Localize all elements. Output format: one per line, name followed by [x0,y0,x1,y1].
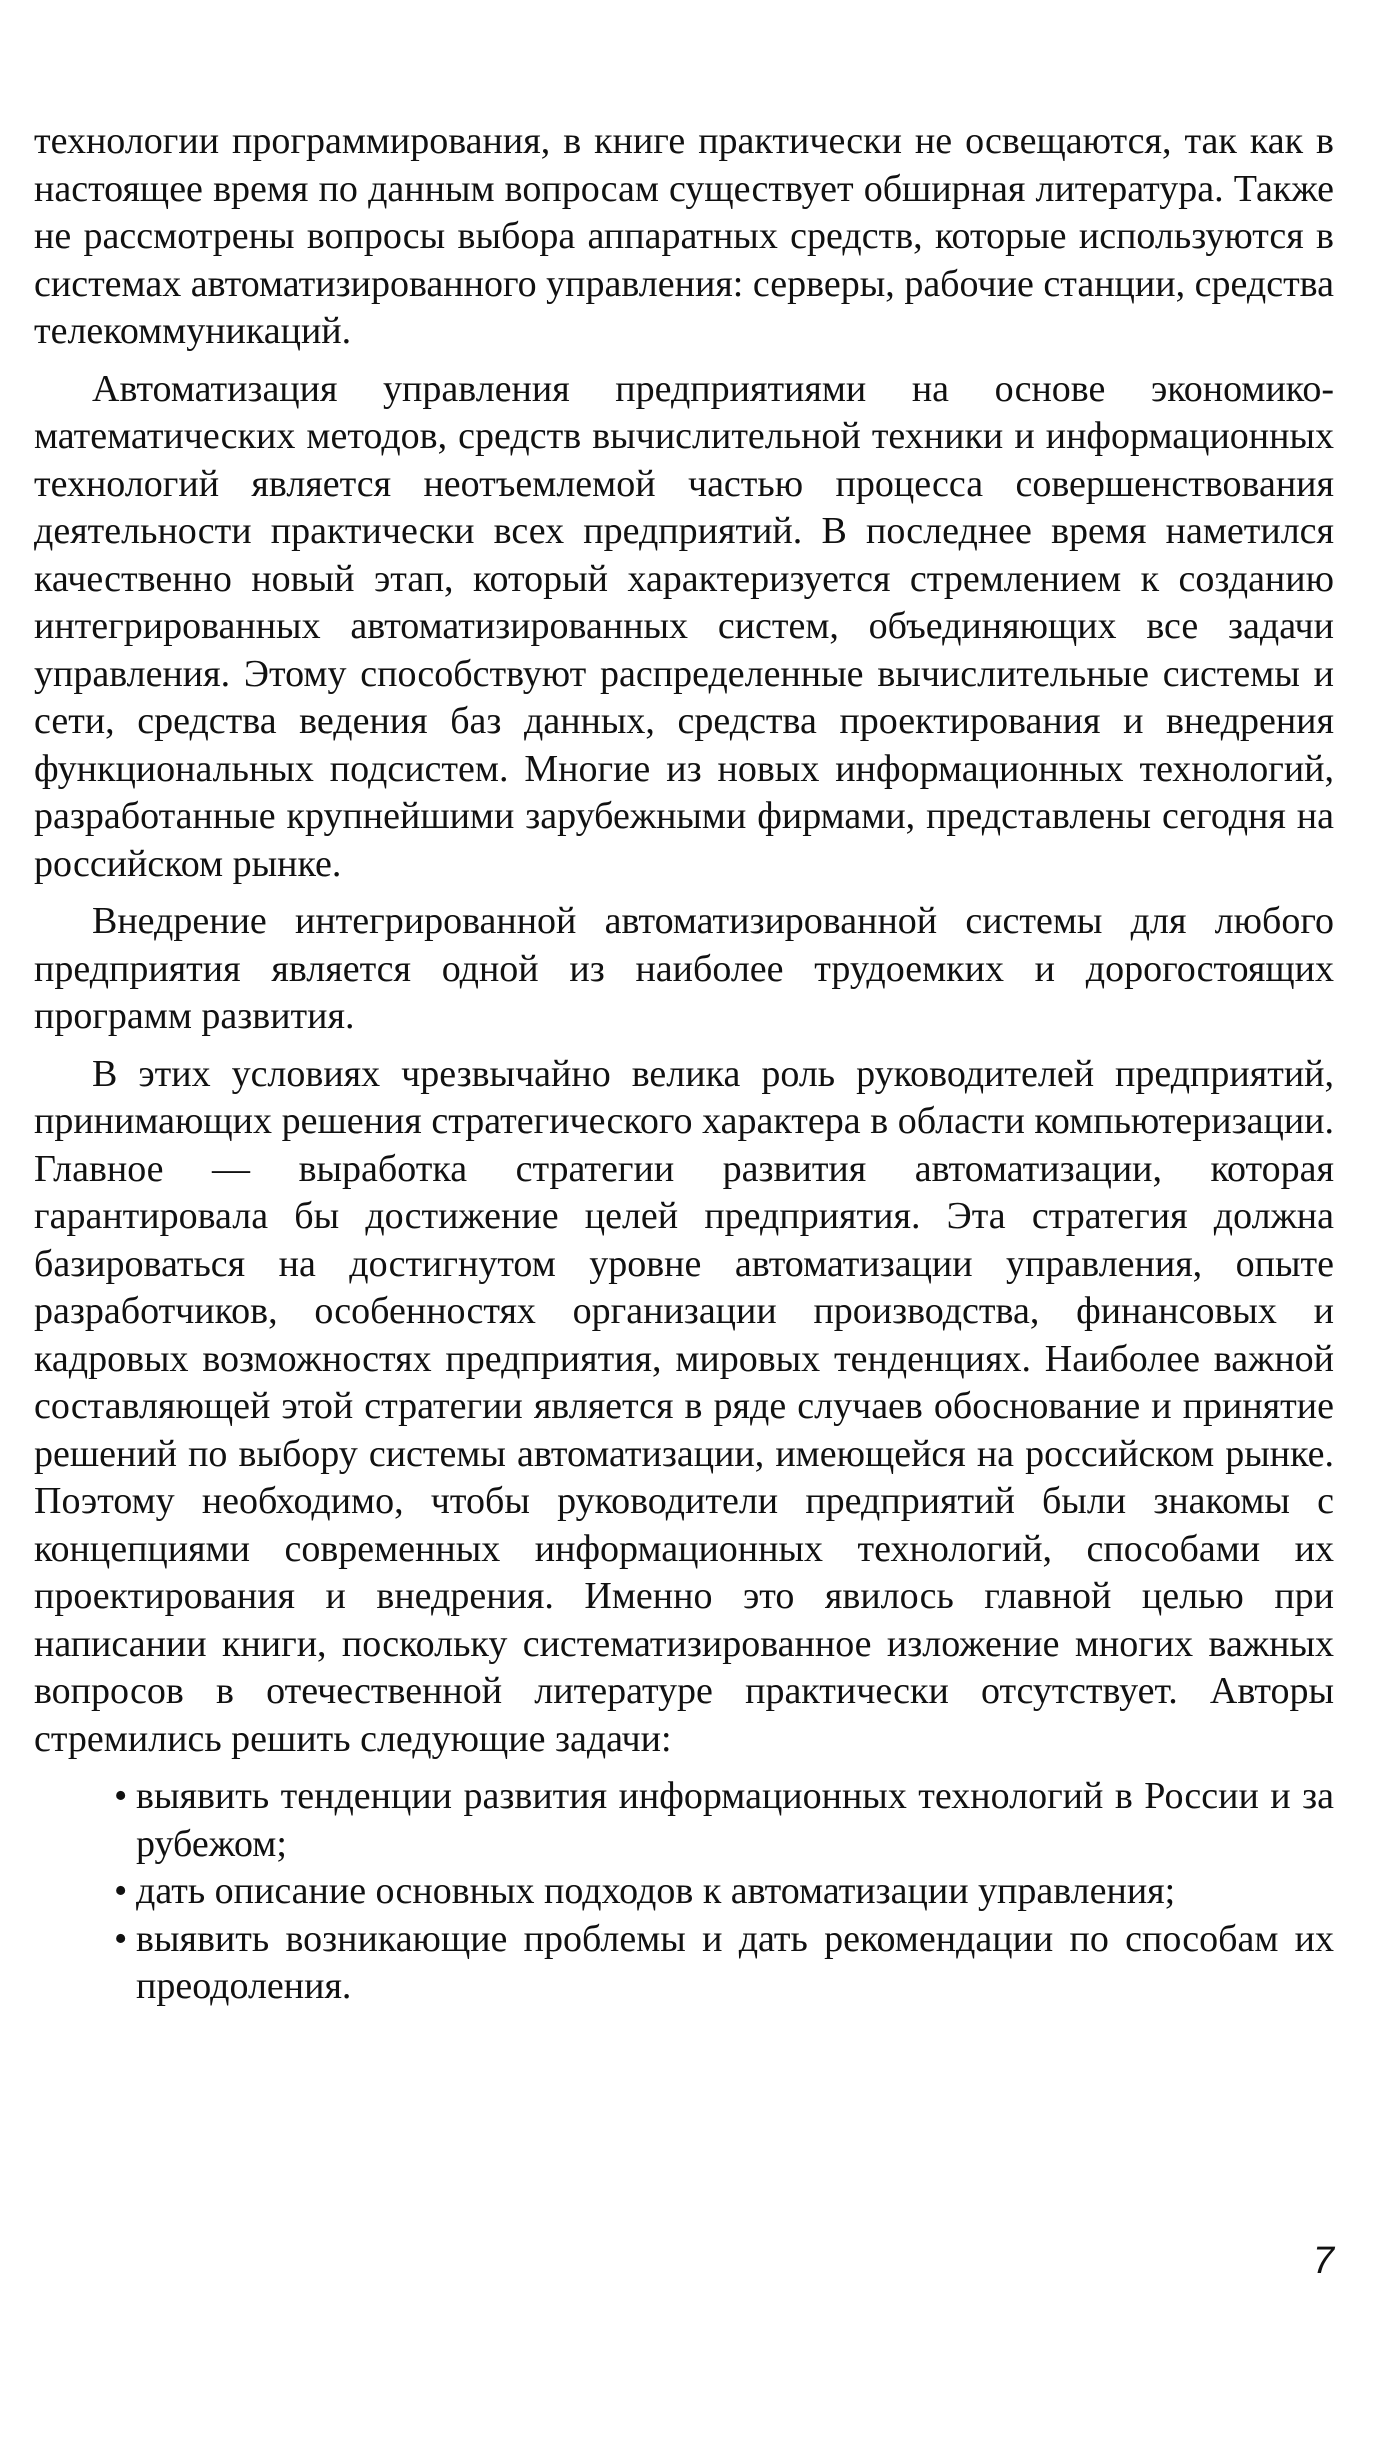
paragraph-strategy: В этих условиях чрезвычайно велика роль руководителей предприятий, принимающих решения стратегического характера в области компьютеризации. Главное — выработка стратегии развития автоматизации, которая гарантировала бы достижение целей предприятия. Эта стратегия должна базироваться на достигнутом уровне автоматизации управления, опыте разработчиков, особенностях организации производства, финансовых и кадровых возможностях предприятия, мировых тенденциях. Наиболее важной составляющей этой стратегии является в ряде случаев обоснование и принятие решений по выбору системы автоматизации, имеющейся на российском рынке. Поэтому необходимо, чтобы руководители предприятий были знакомы с концепциями современных информационных технологий, способами их проектирования и внедрения. Именно это явилось главной целью при написании книги, поскольку систематизированное изложение многих важных вопросов в отечественной литературе практически отсутствует. Авторы стремились решить следующие задачи: [34,1052,1334,1760]
bullet-icon: • [114,1870,128,1912]
page-number: 7 [1312,2240,1334,2282]
bullet-icon: • [114,1775,128,1817]
list-item-text: дать описание основных подходов к автоматизации управления; [136,1870,1176,1912]
list-item [114,1773,1334,1868]
paragraph-automation: Автоматизация управления предприятиями на основе экономико-математических методов, средств вычислительной техники и информационных технологий является неотъемлемой частью процесса совершенствования деятельности практически всех предприятий. В последнее время наметился качественно новый этап, который характеризуется стремлением к созданию интегрированных автоматизированных систем, объединяющих все задачи управления. Этому способствуют распределенные вычислительные системы и сети, средства ведения баз данных, средства проектирования и внедрения функциональных подсистем. Многие из новых информационных технологий, разработанные крупнейшими зарубежными фирмами, представлены сегодня на российском рынке. [34,367,1334,885]
list-item-text: выявить тенденции развития информационных технологий в России и за рубежом; [136,1775,1334,1865]
list-item [114,1916,1334,2011]
paragraph-implementation: Внедрение интегрированной автоматизированной системы для любого предприятия является одной из наиболее трудоемких и дорогостоящих программ развития. [34,900,1334,1037]
list-item-text: выявить возникающие проблемы и дать рекомендации по способам их преодоления. [136,1917,1334,2007]
paragraph-continuation: технологии программирования, в книге практически не освещаются, так как в настоящее время по данным вопросам существует обширная литература. Также не рассмотрены вопросы выбора аппаратных средств, которые используются в системах автоматизированного управления: серверы, рабочие станции, средства телекоммуникаций. [34,120,1334,352]
bullet-icon: • [114,1917,128,1960]
tasks-list [34,1773,1334,2011]
list-item [114,1868,1334,1916]
page-body [34,118,1334,2011]
